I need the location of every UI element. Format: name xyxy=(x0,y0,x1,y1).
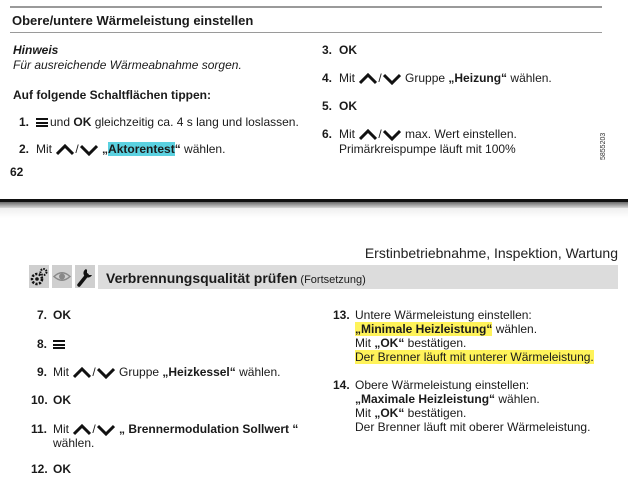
step-14-line4: Der Brenner läuft mit oberer Wärmeleistung. xyxy=(355,420,591,434)
step-12-text: OK xyxy=(53,462,71,476)
down-arrow-icon xyxy=(97,367,115,379)
step-9-text xyxy=(53,365,280,379)
heizkessel-label: „Heizkessel“ xyxy=(162,365,236,379)
step-3-text: OK xyxy=(339,43,357,57)
section-title xyxy=(106,270,366,288)
top-rule xyxy=(10,6,602,8)
step-13-line2 xyxy=(355,322,537,336)
step-13-line4 xyxy=(355,350,594,364)
step-10-text: OK xyxy=(53,393,71,407)
step-6-pre: Mit xyxy=(339,127,359,141)
step-number: 1. xyxy=(19,115,30,129)
step-4-mid: Gruppe xyxy=(401,71,449,85)
step-13-line1: Untere Wärmeleistung einstellen: xyxy=(355,308,532,322)
quote-open: „ xyxy=(102,142,109,156)
up-arrow-icon xyxy=(56,144,74,156)
ok-label: OK xyxy=(73,115,92,129)
maximale-heizleistung-label: „Maximale Heizleistung“ xyxy=(355,392,496,406)
step-2-text xyxy=(36,142,225,156)
up-arrow-icon xyxy=(73,424,91,436)
step-7-text: OK xyxy=(53,308,71,322)
step-14-line2-post: wählen. xyxy=(495,392,540,406)
step-14-line2 xyxy=(355,392,540,406)
wrench-icon-box xyxy=(75,265,95,288)
brennermodulation-label: „ Brennermodulation Sollwert “ xyxy=(115,422,299,436)
step-number: 14. xyxy=(333,378,350,392)
running-header: Erstinbetriebnahme, Inspektion, Wartung xyxy=(364,245,618,261)
step-number: 8. xyxy=(37,337,48,351)
step-14-line3-pre: Mit xyxy=(355,406,375,420)
top-heading-rule xyxy=(10,32,602,33)
step-11-line2: wählen. xyxy=(53,436,95,450)
arrow-separator: / xyxy=(92,365,96,379)
step-6-text xyxy=(339,127,517,141)
down-arrow-icon xyxy=(383,73,401,85)
menu-icon xyxy=(36,118,48,127)
arrow-separator: / xyxy=(378,127,382,141)
step-1-post: gleichzeitig ca. 4 s lang und loslassen. xyxy=(91,115,299,129)
step-number: 10. xyxy=(31,393,48,407)
menu-icon xyxy=(53,340,65,349)
step-9-post: wählen. xyxy=(235,365,281,379)
instruction-text: Auf folgende Schaltflächen tippen: xyxy=(13,88,212,102)
heizung-label: „Heizung“ xyxy=(448,71,508,85)
step-14-line3-post: bestätigen. xyxy=(404,406,467,420)
step-2-post: wählen. xyxy=(180,142,226,156)
step-4-text xyxy=(339,71,552,85)
up-arrow-icon xyxy=(359,129,377,141)
gears-icon-box xyxy=(29,265,49,288)
step-13-line3 xyxy=(355,336,466,350)
down-arrow-icon xyxy=(80,144,98,156)
step-number: 7. xyxy=(37,308,48,322)
hint-text: Für ausreichende Wärmeabnahme sorgen. xyxy=(13,58,242,72)
step-9-mid: Gruppe xyxy=(115,365,163,379)
top-heading: Obere/untere Wärmeleistung einstellen xyxy=(12,13,254,28)
section-title-sub: (Fortsetzung) xyxy=(297,274,366,286)
step-number: 6. xyxy=(322,127,333,141)
step-5-text: OK xyxy=(339,99,357,113)
wrench-icon xyxy=(75,265,95,288)
step-number: 11. xyxy=(31,422,48,436)
step-9-pre: Mit xyxy=(53,365,73,379)
side-code: 5855203 xyxy=(600,132,607,160)
step-11-pre: Mit xyxy=(53,422,73,436)
arrow-separator: / xyxy=(75,142,79,156)
arrow-separator: / xyxy=(378,71,382,85)
gears-icon xyxy=(29,265,49,288)
page-separator-light xyxy=(0,208,628,218)
ok-label: „OK“ xyxy=(374,336,405,350)
minimale-heizleistung-label: „Minimale Heizleistung“ xyxy=(355,322,493,336)
page-number: 62 xyxy=(10,165,24,179)
up-arrow-icon xyxy=(73,367,91,379)
step-number: 3. xyxy=(322,43,333,57)
step-number: 5. xyxy=(322,99,333,113)
step-14-line1: Obere Wärmeleistung einstellen: xyxy=(355,378,530,392)
ok-label: „OK“ xyxy=(374,406,405,420)
step-1-text xyxy=(36,115,299,129)
step-4-post: wählen. xyxy=(507,71,552,85)
step-13-line3-pre: Mit xyxy=(355,336,375,350)
step-number: 9. xyxy=(37,365,48,379)
down-arrow-icon xyxy=(383,129,401,141)
quote-close: “ xyxy=(174,142,181,156)
arrow-separator: / xyxy=(92,422,96,436)
section-title-main: Verbrennungsqualität prüfen xyxy=(106,270,298,286)
step-number: 2. xyxy=(19,142,30,156)
step-13-line4-text: Der Brenner läuft mit unterer Wärmeleistung. xyxy=(355,350,594,364)
up-arrow-icon xyxy=(359,73,377,85)
step-2-pre: Mit xyxy=(36,142,56,156)
step-number: 13. xyxy=(333,308,350,322)
aktorentest-label: Aktorentest xyxy=(108,142,175,156)
down-arrow-icon xyxy=(97,424,115,436)
step-number: 12. xyxy=(31,462,48,476)
step-6-line2: Primärkreispumpe läuft mit 100% xyxy=(339,142,516,156)
step-1-connector: und xyxy=(50,115,74,129)
step-11-text xyxy=(53,422,298,436)
eye-icon xyxy=(52,265,72,288)
eye-icon-box xyxy=(52,265,72,288)
step-number: 4. xyxy=(322,71,333,85)
step-14-line3 xyxy=(355,406,466,420)
hint-title: Hinweis xyxy=(13,43,59,57)
step-13-line2-post: wählen. xyxy=(492,322,538,336)
step-4-pre: Mit xyxy=(339,71,359,85)
step-6-post: max. Wert einstellen. xyxy=(401,127,517,141)
step-13-line3-post: bestätigen. xyxy=(404,336,467,350)
step-8-text xyxy=(53,337,67,351)
